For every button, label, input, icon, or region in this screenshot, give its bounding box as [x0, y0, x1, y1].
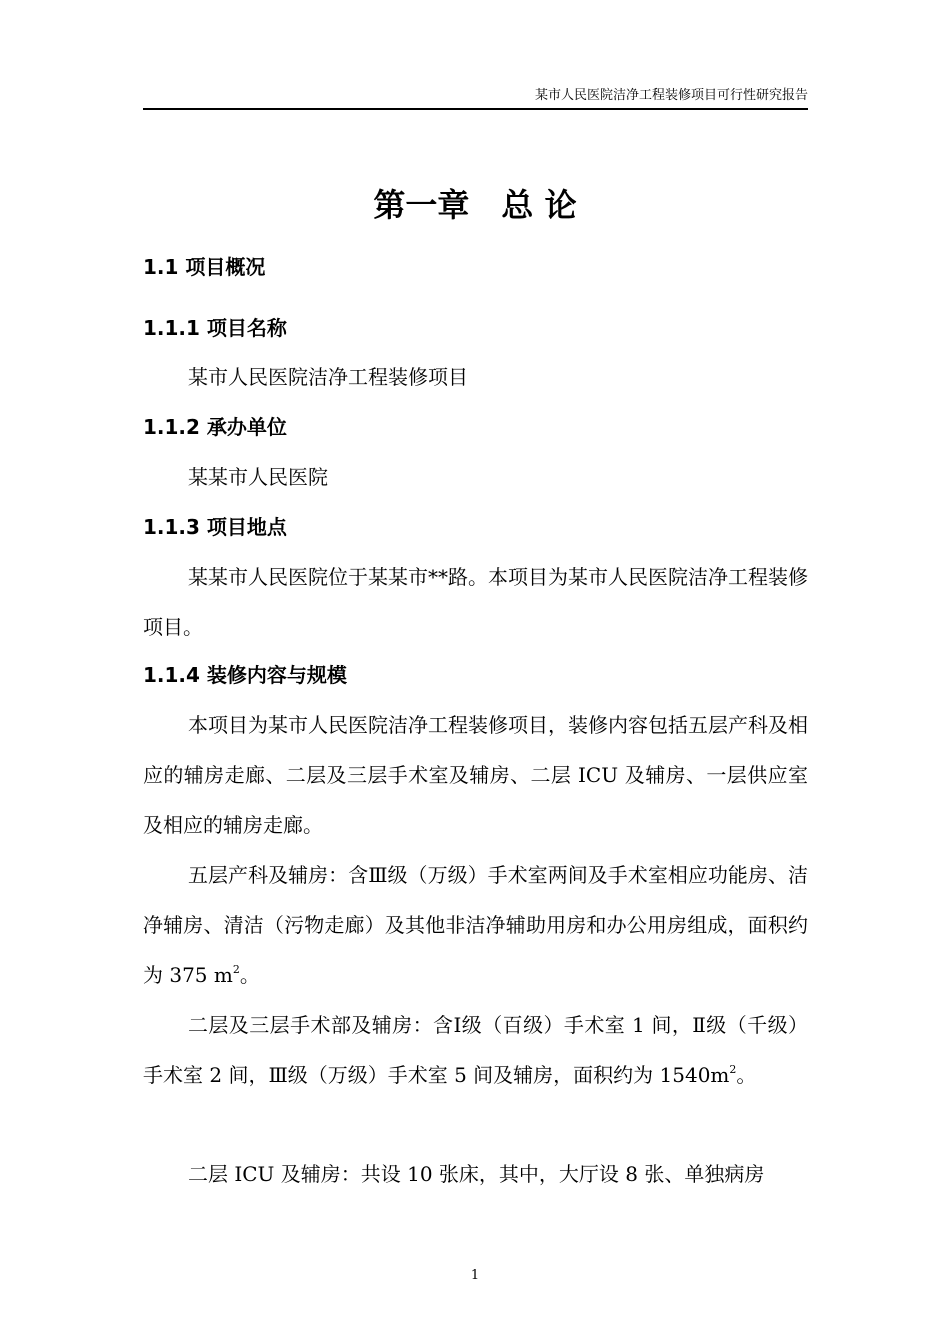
subsection-heading-name: 1.1.1 项目名称: [143, 316, 287, 340]
floor5-superscript: 2: [232, 963, 240, 976]
icu-text: 二层 ICU 及辅房：共设 10 张床，其中，大厅设 8 张、单独病房: [188, 1162, 765, 1186]
chapter-title: 第一章 总 论: [373, 186, 577, 224]
subsection-heading-scale: 1.1.4 装修内容与规模: [143, 663, 347, 687]
header-title: 某市人民医院洁净工程装修项目可行性研究报告: [534, 88, 808, 103]
section-heading: 1.1 项目概况: [143, 255, 266, 279]
page-header: [143, 88, 808, 110]
floor5-text-end: 。: [239, 963, 260, 987]
unit-text: 某某市人民医院: [188, 465, 328, 489]
floor23-text-body: 二层及三层手术部及辅房：含Ⅰ级（百级）手术室 1 间，Ⅱ级（千级）手术室 2 间，Ⅲ级（万级）手术室 5 间及辅房，面积约为 1540m: [143, 1013, 808, 1087]
scale-intro-text: 本项目为某市人民医院洁净工程装修项目，装修内容包括五层产科及相应的辅房走廊、二层及三层手术室及辅房、二层 ICU 及辅房、一层供应室及相应的辅房走廊。: [143, 713, 808, 837]
floor5-text-body: 五层产科及辅房：含Ⅲ级（万级）手术室两间及手术室相应功能房、洁净辅房、清洁（污物走廊）及其他非洁净辅助用房和办公用房组成，面积约为 375 m: [143, 863, 808, 987]
floor23-text: [143, 1000, 808, 1100]
page-number: 1: [470, 1268, 480, 1283]
subsection-heading-unit: 1.1.2 承办单位: [143, 415, 287, 439]
location-text: 某某市人民医院位于某某市**路。本项目为某市人民医院洁净工程装修项目。: [143, 565, 808, 639]
floor23-superscript: 2: [729, 1063, 737, 1076]
floor5-text: [143, 850, 808, 1000]
subsection-heading-location: 1.1.3 项目地点: [143, 515, 287, 539]
floor23-text-end: 。: [736, 1063, 757, 1087]
project-name-text: 某市人民医院洁净工程装修项目: [188, 365, 468, 389]
